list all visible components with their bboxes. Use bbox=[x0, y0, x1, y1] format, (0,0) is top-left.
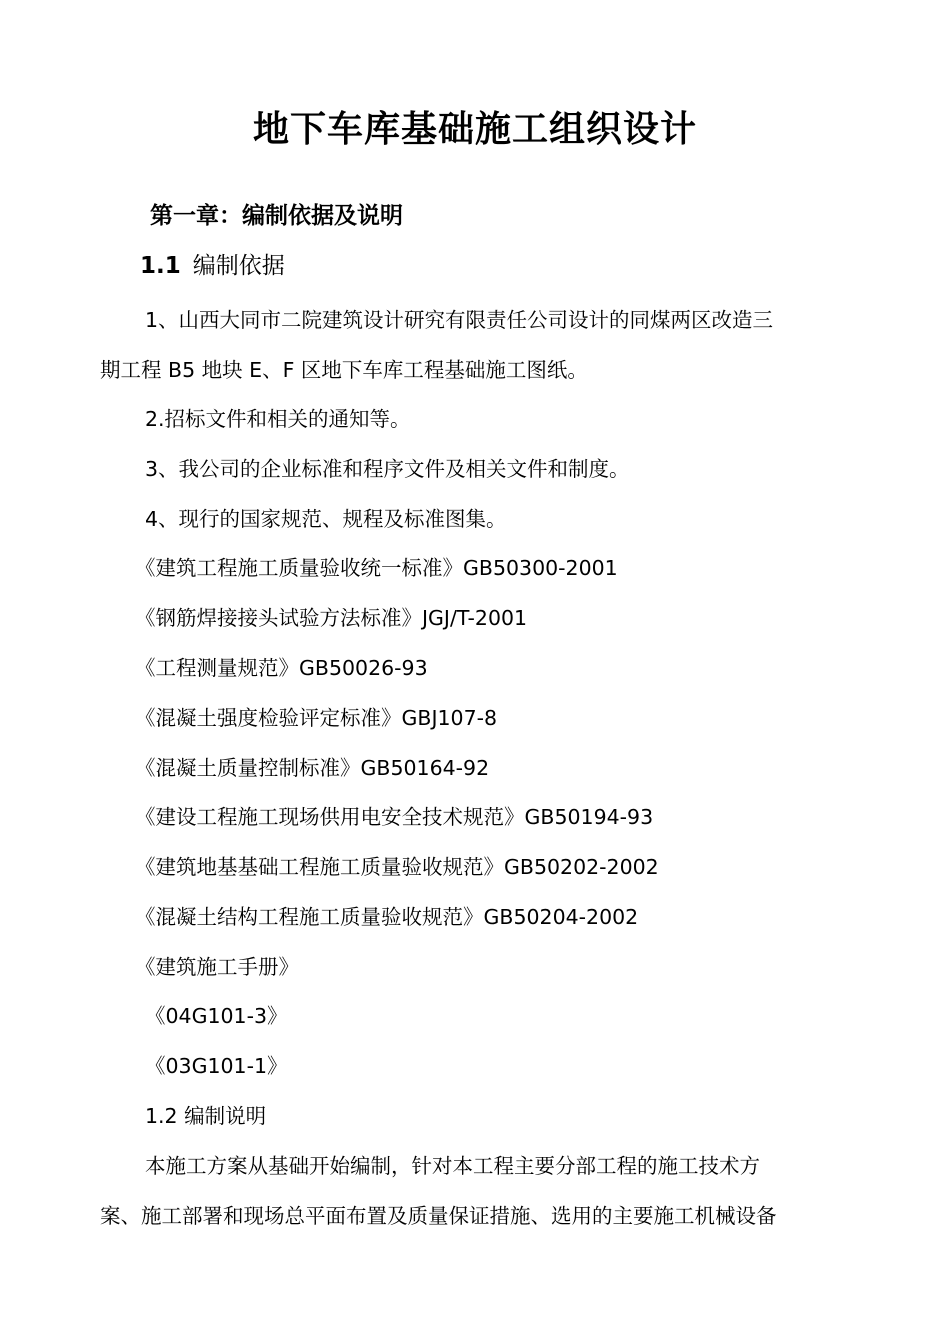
standard-reference: 《03G101-1》 bbox=[145, 1054, 288, 1078]
paragraph-line: 2.招标文件和相关的通知等。 bbox=[145, 407, 411, 431]
standard-reference: 《建筑施工手册》 bbox=[135, 955, 299, 979]
standard-reference: 《混凝土质量控制标准》GB50164-92 bbox=[135, 756, 490, 780]
paragraph-line: 4、现行的国家规范、规程及标准图集。 bbox=[145, 507, 507, 531]
section-number: 1.1 bbox=[140, 253, 181, 279]
standard-reference: 《建筑地基基础工程施工质量验收规范》GB50202-2002 bbox=[135, 855, 659, 879]
section-heading bbox=[140, 248, 285, 284]
standard-reference: 《工程测量规范》GB50026-93 bbox=[135, 656, 428, 680]
standard-reference: 《混凝土结构工程施工质量验收规范》GB50204-2002 bbox=[135, 905, 639, 929]
subsection-heading: 1.2 编制说明 bbox=[145, 1104, 267, 1128]
standard-reference: 《建设工程施工现场供用电安全技术规范》GB50194-93 bbox=[135, 805, 654, 829]
standard-reference: 《04G101-3》 bbox=[145, 1004, 288, 1028]
paragraph-line: 1、山西大同市二院建筑设计研究有限责任公司设计的同煤两区改造三 bbox=[145, 308, 774, 332]
standard-reference: 《建筑工程施工质量验收统一标准》GB50300-2001 bbox=[135, 556, 618, 580]
document-title: 地下车库基础施工组织设计 bbox=[252, 109, 697, 150]
paragraph-line: 3、我公司的企业标准和程序文件及相关文件和制度。 bbox=[145, 457, 630, 481]
section-label: 编制依据 bbox=[192, 253, 285, 279]
chapter-heading: 第一章：编制依据及说明 bbox=[150, 203, 403, 229]
paragraph-line: 期工程 B5 地块 E、F 区地下车库工程基础施工图纸。 bbox=[100, 358, 588, 382]
standard-reference: 《钢筋焊接接头试验方法标准》JGJ/T-2001 bbox=[135, 606, 528, 630]
paragraph-line: 案、施工部署和现场总平面布置及质量保证措施、选用的主要施工机械设备 bbox=[100, 1204, 777, 1228]
standard-reference: 《混凝土强度检验评定标准》GBJ107-8 bbox=[135, 706, 498, 730]
paragraph-line: 本施工方案从基础开始编制，针对本工程主要分部工程的施工技术方 bbox=[145, 1154, 760, 1178]
